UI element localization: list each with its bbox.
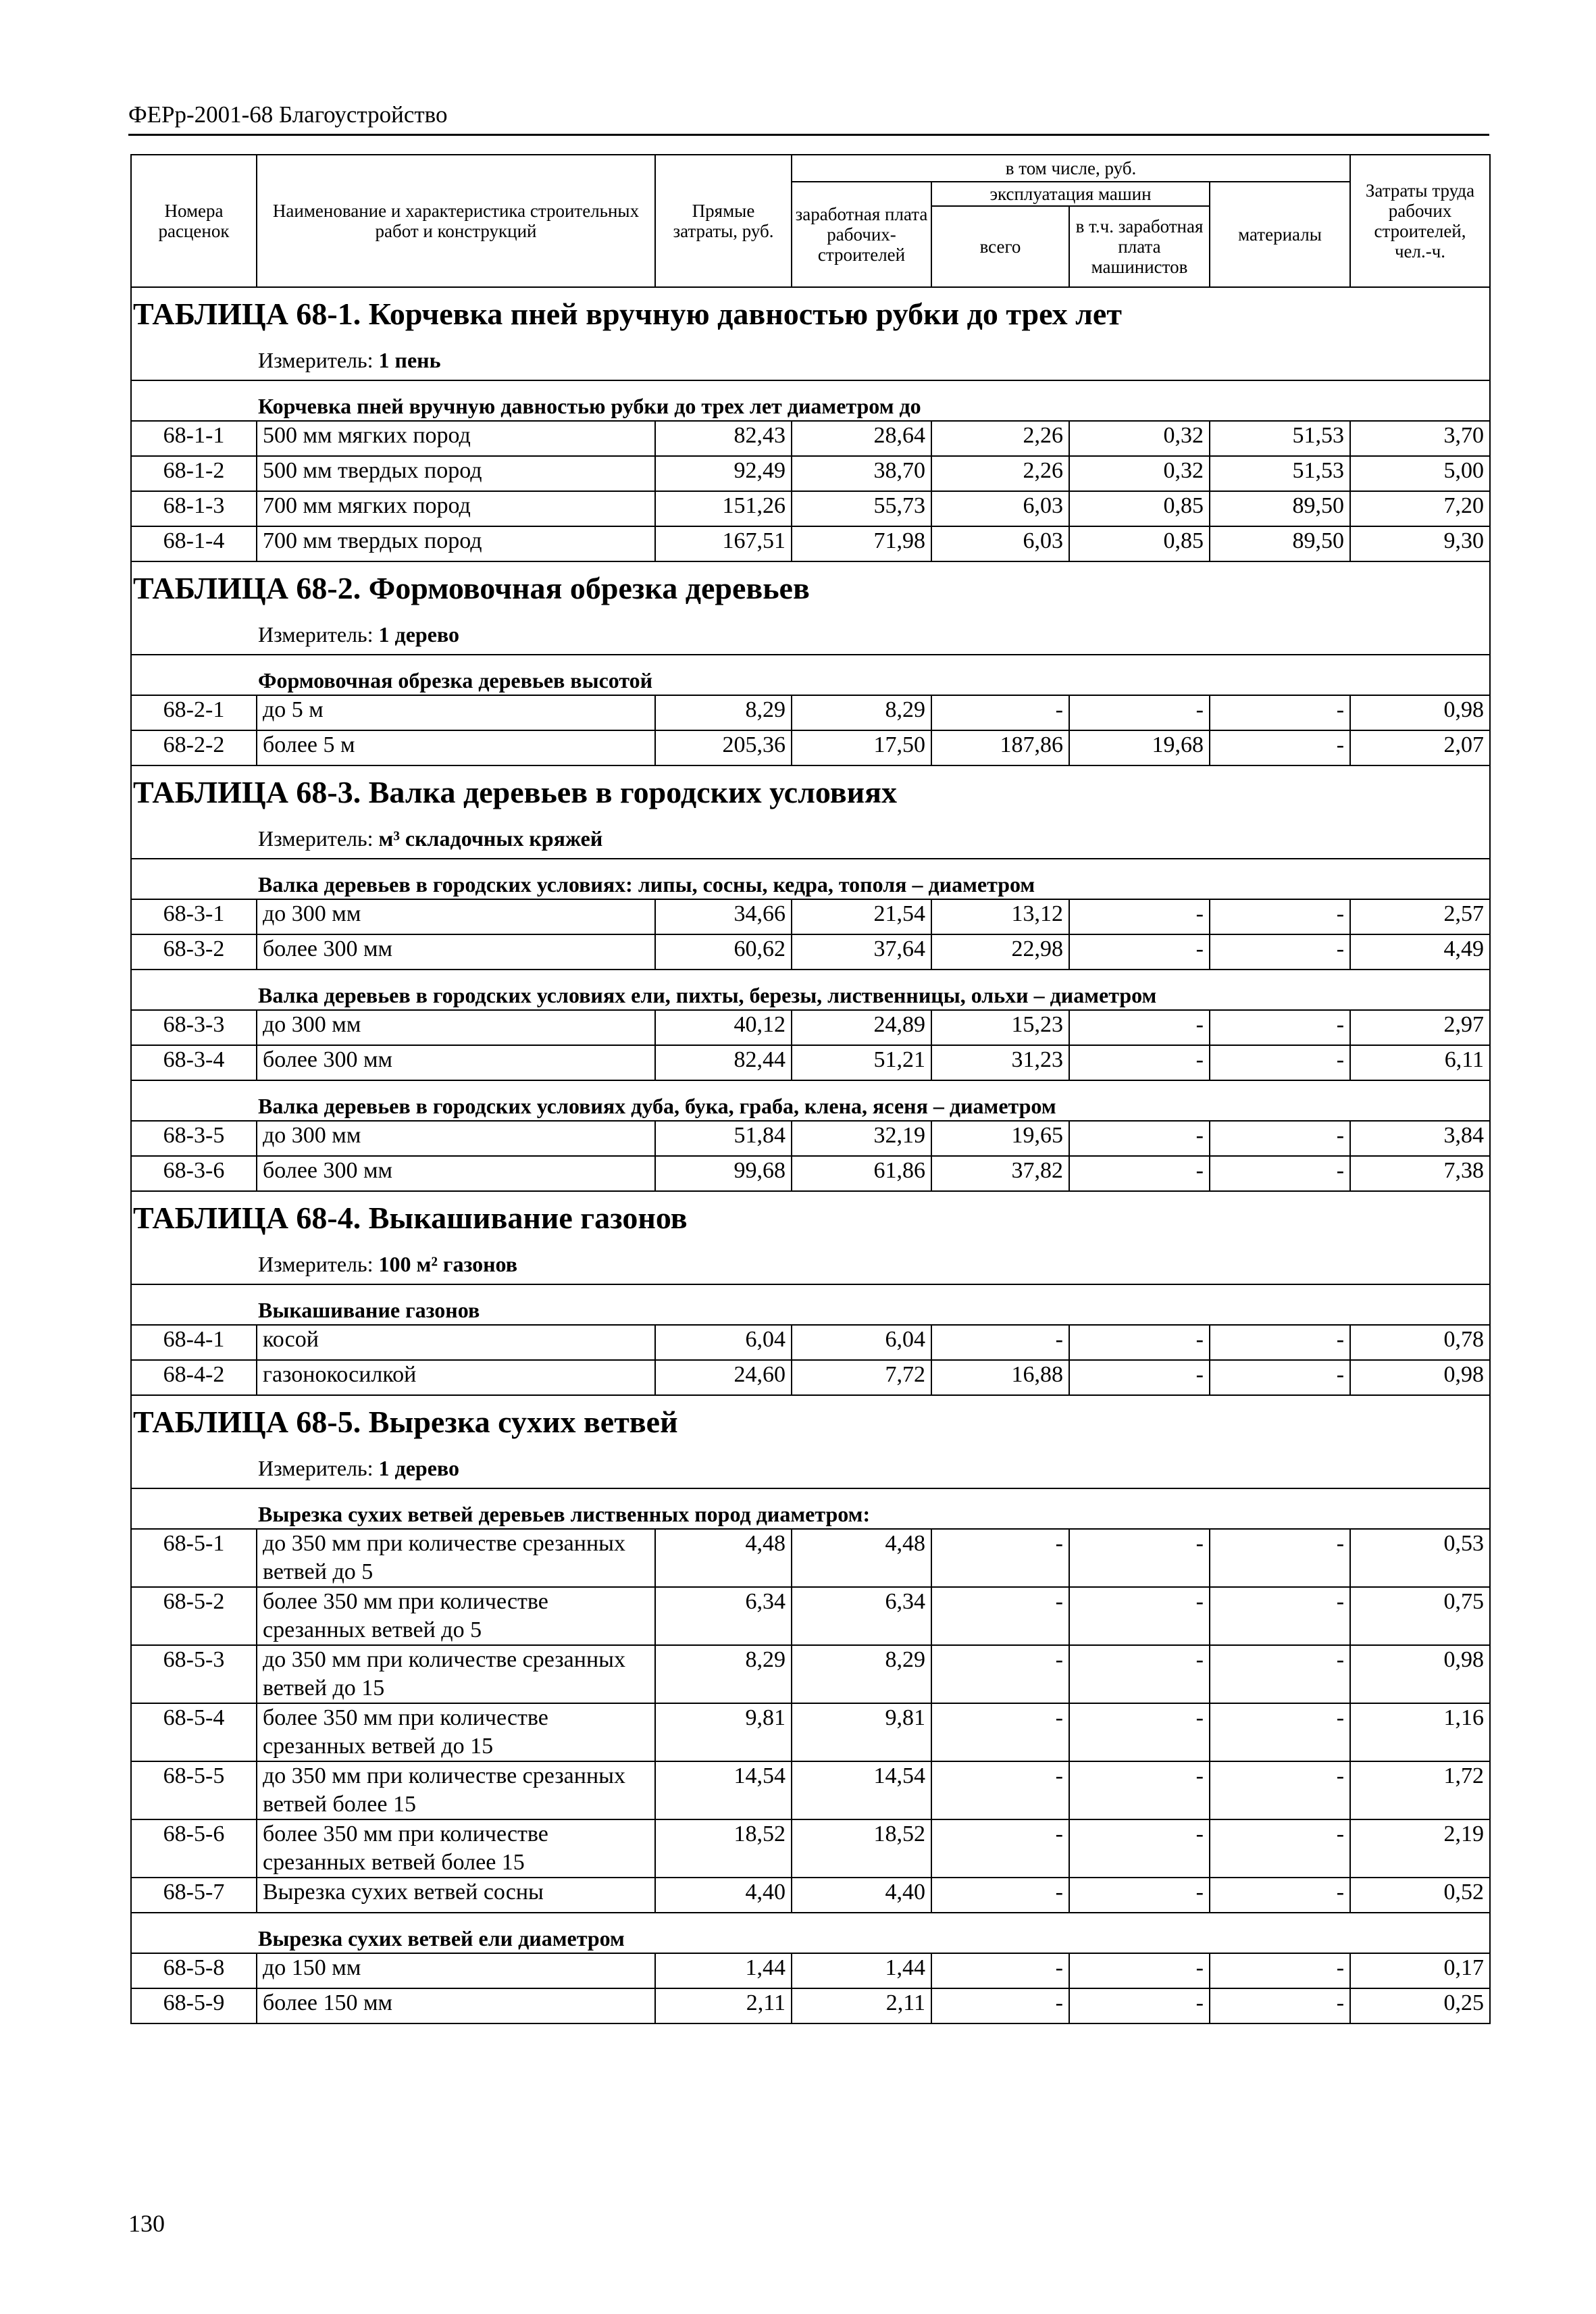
wages-cell: 71,98 <box>792 526 931 561</box>
labor-cell: 0,78 <box>1350 1325 1490 1360</box>
subheading: Валка деревьев в городских условиях: липы, сосны, кедра, тополя – диаметром <box>131 859 1490 899</box>
wages-cell: 21,54 <box>792 899 931 934</box>
col-wages: заработная плата рабочих-строителей <box>792 182 931 287</box>
name-cell: 700 мм мягких пород <box>257 491 655 526</box>
name-cell: газонокосилкой <box>257 1360 655 1395</box>
materials-cell: 51,53 <box>1210 421 1350 456</box>
machines-cell: - <box>931 1587 1069 1645</box>
direct-cost-cell: 99,68 <box>655 1156 792 1191</box>
labor-cell: 2,57 <box>1350 899 1490 934</box>
subheading-row <box>131 1080 1490 1121</box>
direct-cost-cell: 51,84 <box>655 1121 792 1156</box>
subheading: Корчевка пней вручную давностью рубки до трех лет диаметром до <box>131 380 1490 421</box>
section-title: ТАБЛИЦА 68-3. Валка деревьев в городских условиях <box>131 765 1490 819</box>
table-row <box>131 1156 1490 1191</box>
direct-cost-cell: 24,60 <box>655 1360 792 1395</box>
materials-cell: - <box>1210 1587 1350 1645</box>
code-cell: 68-5-6 <box>131 1819 257 1878</box>
materials-cell: - <box>1210 1819 1350 1878</box>
table-row <box>131 934 1490 970</box>
labor-cell: 0,17 <box>1350 1953 1490 1988</box>
name-cell: Вырезка сухих ветвей сосны <box>257 1878 655 1913</box>
materials-cell: - <box>1210 1761 1350 1819</box>
machinist-wages-cell: - <box>1069 1156 1210 1191</box>
machines-cell: - <box>931 1761 1069 1819</box>
materials-cell: - <box>1210 1953 1350 1988</box>
code-cell: 68-5-3 <box>131 1645 257 1703</box>
labor-cell: 2,97 <box>1350 1010 1490 1045</box>
name-cell: 500 мм мягких пород <box>257 421 655 456</box>
code-cell: 68-5-5 <box>131 1761 257 1819</box>
wages-cell: 9,81 <box>792 1703 931 1761</box>
materials-cell: - <box>1210 1645 1350 1703</box>
col-materials: материалы <box>1210 182 1350 287</box>
machines-cell: 31,23 <box>931 1045 1069 1080</box>
code-cell: 68-4-2 <box>131 1360 257 1395</box>
machines-cell: - <box>931 1703 1069 1761</box>
measure-row <box>131 819 1490 859</box>
measure-unit: 1 дерево <box>378 622 459 647</box>
labor-cell: 9,30 <box>1350 526 1490 561</box>
machinist-wages-cell: - <box>1069 1325 1210 1360</box>
materials-cell: 51,53 <box>1210 456 1350 491</box>
machines-cell: - <box>931 1325 1069 1360</box>
materials-cell: - <box>1210 695 1350 730</box>
col-incl: в том числе, руб. <box>792 155 1350 182</box>
code-cell: 68-5-9 <box>131 1988 257 2023</box>
col-machines: эксплуатация машин <box>931 182 1210 206</box>
table-row <box>131 1988 1490 2023</box>
measure-label: Измеритель: <box>258 622 374 647</box>
materials-cell: - <box>1210 899 1350 934</box>
page-number: 130 <box>128 2210 165 2237</box>
machines-cell: 6,03 <box>931 526 1069 561</box>
materials-cell: - <box>1210 1988 1350 2023</box>
machines-cell: 6,03 <box>931 491 1069 526</box>
materials-cell: - <box>1210 1529 1350 1587</box>
code-cell: 68-1-2 <box>131 456 257 491</box>
subheading: Валка деревьев в городских условиях дуба, бука, граба, клена, ясеня – диаметром <box>131 1080 1490 1121</box>
name-cell: более 350 мм при количестве срезанных ветвей до 15 <box>257 1703 655 1761</box>
measure-row <box>131 1244 1490 1284</box>
machinist-wages-cell: - <box>1069 1121 1210 1156</box>
name-cell: до 5 м <box>257 695 655 730</box>
section-title-row <box>131 561 1490 615</box>
labor-cell: 0,98 <box>1350 1360 1490 1395</box>
header-rule <box>128 134 1489 136</box>
labor-cell: 5,00 <box>1350 456 1490 491</box>
materials-cell: - <box>1210 1156 1350 1191</box>
table-row <box>131 456 1490 491</box>
code-cell: 68-4-1 <box>131 1325 257 1360</box>
subheading: Формовочная обрезка деревьев высотой <box>131 655 1490 695</box>
machinist-wages-cell: - <box>1069 1587 1210 1645</box>
running-head: ФЕРр-2001-68 Благоустройство <box>128 101 448 128</box>
table-row <box>131 1010 1490 1045</box>
machinist-wages-cell: - <box>1069 1703 1210 1761</box>
labor-cell: 2,07 <box>1350 730 1490 765</box>
measure-unit: м³ складочных кряжей <box>378 826 603 851</box>
machines-cell: 19,65 <box>931 1121 1069 1156</box>
name-cell: более 300 мм <box>257 1156 655 1191</box>
col-labor: Затраты труда рабочих строителей, чел.-ч. <box>1350 155 1490 287</box>
table-row <box>131 899 1490 934</box>
materials-cell: - <box>1210 730 1350 765</box>
labor-cell: 7,20 <box>1350 491 1490 526</box>
subheading-row <box>131 859 1490 899</box>
machinist-wages-cell: 0,85 <box>1069 491 1210 526</box>
machinist-wages-cell: - <box>1069 1878 1210 1913</box>
table-row <box>131 1878 1490 1913</box>
col-name: Наименование и характеристика строительных работ и конструкций <box>257 155 655 287</box>
code-cell: 68-2-1 <box>131 695 257 730</box>
direct-cost-cell: 14,54 <box>655 1761 792 1819</box>
name-cell: более 300 мм <box>257 934 655 970</box>
direct-cost-cell: 6,04 <box>655 1325 792 1360</box>
section-title-row <box>131 765 1490 819</box>
name-cell: до 150 мм <box>257 1953 655 1988</box>
table-row <box>131 1587 1490 1645</box>
wages-cell: 55,73 <box>792 491 931 526</box>
direct-cost-cell: 82,44 <box>655 1045 792 1080</box>
name-cell: более 350 мм при количестве срезанных ветвей более 15 <box>257 1819 655 1878</box>
labor-cell: 0,98 <box>1350 1645 1490 1703</box>
direct-cost-cell: 2,11 <box>655 1988 792 2023</box>
table-row <box>131 1703 1490 1761</box>
machinist-wages-cell: 0,32 <box>1069 421 1210 456</box>
col-code: Номера расценок <box>131 155 257 287</box>
labor-cell: 3,84 <box>1350 1121 1490 1156</box>
machinist-wages-cell: - <box>1069 1953 1210 1988</box>
table-row <box>131 526 1490 561</box>
materials-cell: - <box>1210 1360 1350 1395</box>
materials-cell: 89,50 <box>1210 491 1350 526</box>
name-cell: до 300 мм <box>257 899 655 934</box>
name-cell: до 350 мм при количестве срезанных ветвей до 5 <box>257 1529 655 1587</box>
direct-cost-cell: 9,81 <box>655 1703 792 1761</box>
machines-cell: 13,12 <box>931 899 1069 934</box>
measure-unit: 100 м² газонов <box>378 1252 518 1276</box>
direct-cost-cell: 18,52 <box>655 1819 792 1878</box>
wages-cell: 6,04 <box>792 1325 931 1360</box>
name-cell: более 350 мм при количестве срезанных ветвей до 5 <box>257 1587 655 1645</box>
measure-row <box>131 1449 1490 1488</box>
machines-cell: 16,88 <box>931 1360 1069 1395</box>
code-cell: 68-2-2 <box>131 730 257 765</box>
measure-label: Измеритель: <box>258 1252 374 1276</box>
wages-cell: 38,70 <box>792 456 931 491</box>
machinist-wages-cell: - <box>1069 1045 1210 1080</box>
machinist-wages-cell: - <box>1069 899 1210 934</box>
table-row <box>131 1761 1490 1819</box>
name-cell: более 150 мм <box>257 1988 655 2023</box>
code-cell: 68-5-4 <box>131 1703 257 1761</box>
name-cell: косой <box>257 1325 655 1360</box>
wages-cell: 18,52 <box>792 1819 931 1878</box>
labor-cell: 7,38 <box>1350 1156 1490 1191</box>
table-row <box>131 1529 1490 1587</box>
measure-label: Измеритель: <box>258 348 374 372</box>
table-body <box>131 287 1490 2023</box>
measure-row <box>131 615 1490 655</box>
machinist-wages-cell: - <box>1069 1360 1210 1395</box>
table-row <box>131 1045 1490 1080</box>
direct-cost-cell: 167,51 <box>655 526 792 561</box>
code-cell: 68-3-5 <box>131 1121 257 1156</box>
name-cell: до 300 мм <box>257 1121 655 1156</box>
code-cell: 68-1-4 <box>131 526 257 561</box>
col-direct: Прямые затраты, руб. <box>655 155 792 287</box>
table-row <box>131 1325 1490 1360</box>
table-row <box>131 695 1490 730</box>
subheading: Валка деревьев в городских условиях ели, пихты, березы, лиственницы, ольхи – диаметром <box>131 970 1490 1010</box>
code-cell: 68-5-8 <box>131 1953 257 1988</box>
table-row <box>131 421 1490 456</box>
code-cell: 68-5-2 <box>131 1587 257 1645</box>
machines-cell: - <box>931 1878 1069 1913</box>
code-cell: 68-3-3 <box>131 1010 257 1045</box>
wages-cell: 61,86 <box>792 1156 931 1191</box>
code-cell: 68-3-2 <box>131 934 257 970</box>
direct-cost-cell: 60,62 <box>655 934 792 970</box>
code-cell: 68-1-1 <box>131 421 257 456</box>
code-cell: 68-1-3 <box>131 491 257 526</box>
wages-cell: 6,34 <box>792 1587 931 1645</box>
machines-cell: 2,26 <box>931 456 1069 491</box>
code-cell: 68-5-1 <box>131 1529 257 1587</box>
wages-cell: 4,40 <box>792 1878 931 1913</box>
section-title: ТАБЛИЦА 68-2. Формовочная обрезка деревьев <box>131 561 1490 615</box>
name-cell: до 300 мм <box>257 1010 655 1045</box>
direct-cost-cell: 205,36 <box>655 730 792 765</box>
materials-cell: 89,50 <box>1210 526 1350 561</box>
table-row <box>131 1121 1490 1156</box>
labor-cell: 3,70 <box>1350 421 1490 456</box>
machines-cell: - <box>931 1819 1069 1878</box>
subheading: Вырезка сухих ветвей ели диаметром <box>131 1913 1490 1953</box>
machinist-wages-cell: 0,85 <box>1069 526 1210 561</box>
materials-cell: - <box>1210 1878 1350 1913</box>
labor-cell: 6,11 <box>1350 1045 1490 1080</box>
machines-cell: 37,82 <box>931 1156 1069 1191</box>
wages-cell: 17,50 <box>792 730 931 765</box>
machines-cell: - <box>931 1953 1069 1988</box>
direct-cost-cell: 151,26 <box>655 491 792 526</box>
wages-cell: 1,44 <box>792 1953 931 1988</box>
name-cell: 500 мм твердых пород <box>257 456 655 491</box>
wages-cell: 32,19 <box>792 1121 931 1156</box>
wages-cell: 4,48 <box>792 1529 931 1587</box>
name-cell: 700 мм твердых пород <box>257 526 655 561</box>
subheading-row <box>131 1284 1490 1325</box>
name-cell: до 350 мм при количестве срезанных ветвей более 15 <box>257 1761 655 1819</box>
machines-cell: 187,86 <box>931 730 1069 765</box>
subheading-row <box>131 1913 1490 1953</box>
machines-cell: 22,98 <box>931 934 1069 970</box>
machinist-wages-cell: - <box>1069 1010 1210 1045</box>
labor-cell: 0,52 <box>1350 1878 1490 1913</box>
direct-cost-cell: 6,34 <box>655 1587 792 1645</box>
machinist-wages-cell: 19,68 <box>1069 730 1210 765</box>
subheading: Выкашивание газонов <box>131 1284 1490 1325</box>
name-cell: более 5 м <box>257 730 655 765</box>
measure-unit: 1 пень <box>378 348 441 372</box>
name-cell: более 300 мм <box>257 1045 655 1080</box>
col-machines-wages: в т.ч. заработная плата машинистов <box>1069 206 1210 287</box>
machines-cell: - <box>931 1988 1069 2023</box>
direct-cost-cell: 8,29 <box>655 1645 792 1703</box>
materials-cell: - <box>1210 1703 1350 1761</box>
machinist-wages-cell: - <box>1069 1988 1210 2023</box>
subheading-row <box>131 380 1490 421</box>
direct-cost-cell: 92,49 <box>655 456 792 491</box>
machines-cell: - <box>931 1645 1069 1703</box>
labor-cell: 0,53 <box>1350 1529 1490 1587</box>
machines-cell: 2,26 <box>931 421 1069 456</box>
subheading-row <box>131 1488 1490 1529</box>
materials-cell: - <box>1210 934 1350 970</box>
table-row <box>131 1645 1490 1703</box>
subheading-row <box>131 970 1490 1010</box>
labor-cell: 0,25 <box>1350 1988 1490 2023</box>
price-table <box>130 154 1491 2024</box>
section-title: ТАБЛИЦА 68-1. Корчевка пней вручную давностью рубки до трех лет <box>131 287 1490 341</box>
section-title: ТАБЛИЦА 68-5. Вырезка сухих ветвей <box>131 1395 1490 1449</box>
table-row <box>131 1360 1490 1395</box>
machinist-wages-cell: 0,32 <box>1069 456 1210 491</box>
machines-cell: - <box>931 1529 1069 1587</box>
labor-cell: 1,72 <box>1350 1761 1490 1819</box>
machines-cell: - <box>931 695 1069 730</box>
table-row <box>131 491 1490 526</box>
subheading: Вырезка сухих ветвей деревьев лиственных пород диаметром: <box>131 1488 1490 1529</box>
direct-cost-cell: 40,12 <box>655 1010 792 1045</box>
table-header <box>131 155 1490 287</box>
wages-cell: 37,64 <box>792 934 931 970</box>
section-title-row <box>131 1191 1490 1244</box>
direct-cost-cell: 4,48 <box>655 1529 792 1587</box>
labor-cell: 4,49 <box>1350 934 1490 970</box>
measure-label: Измеритель: <box>258 1456 374 1480</box>
code-cell: 68-5-7 <box>131 1878 257 1913</box>
machinist-wages-cell: - <box>1069 695 1210 730</box>
measure-unit: 1 дерево <box>378 1456 459 1480</box>
measure-label: Измеритель: <box>258 826 374 851</box>
direct-cost-cell: 4,40 <box>655 1878 792 1913</box>
wages-cell: 28,64 <box>792 421 931 456</box>
code-cell: 68-3-1 <box>131 899 257 934</box>
wages-cell: 24,89 <box>792 1010 931 1045</box>
materials-cell: - <box>1210 1121 1350 1156</box>
wages-cell: 51,21 <box>792 1045 931 1080</box>
wages-cell: 8,29 <box>792 1645 931 1703</box>
direct-cost-cell: 1,44 <box>655 1953 792 1988</box>
col-machines-total: всего <box>931 206 1069 287</box>
subheading-row <box>131 655 1490 695</box>
measure-row <box>131 341 1490 380</box>
section-title-row <box>131 287 1490 341</box>
machinist-wages-cell: - <box>1069 1529 1210 1587</box>
name-cell: до 350 мм при количестве срезанных ветвей до 15 <box>257 1645 655 1703</box>
labor-cell: 1,16 <box>1350 1703 1490 1761</box>
direct-cost-cell: 34,66 <box>655 899 792 934</box>
table-row <box>131 730 1490 765</box>
materials-cell: - <box>1210 1325 1350 1360</box>
wages-cell: 7,72 <box>792 1360 931 1395</box>
code-cell: 68-3-4 <box>131 1045 257 1080</box>
direct-cost-cell: 82,43 <box>655 421 792 456</box>
direct-cost-cell: 8,29 <box>655 695 792 730</box>
machines-cell: 15,23 <box>931 1010 1069 1045</box>
labor-cell: 0,75 <box>1350 1587 1490 1645</box>
machinist-wages-cell: - <box>1069 1819 1210 1878</box>
materials-cell: - <box>1210 1010 1350 1045</box>
code-cell: 68-3-6 <box>131 1156 257 1191</box>
labor-cell: 2,19 <box>1350 1819 1490 1878</box>
machinist-wages-cell: - <box>1069 934 1210 970</box>
table-row <box>131 1953 1490 1988</box>
machinist-wages-cell: - <box>1069 1761 1210 1819</box>
wages-cell: 8,29 <box>792 695 931 730</box>
wages-cell: 2,11 <box>792 1988 931 2023</box>
table-row <box>131 1819 1490 1878</box>
materials-cell: - <box>1210 1045 1350 1080</box>
labor-cell: 0,98 <box>1350 695 1490 730</box>
machinist-wages-cell: - <box>1069 1645 1210 1703</box>
wages-cell: 14,54 <box>792 1761 931 1819</box>
section-title-row <box>131 1395 1490 1449</box>
section-title: ТАБЛИЦА 68-4. Выкашивание газонов <box>131 1191 1490 1244</box>
